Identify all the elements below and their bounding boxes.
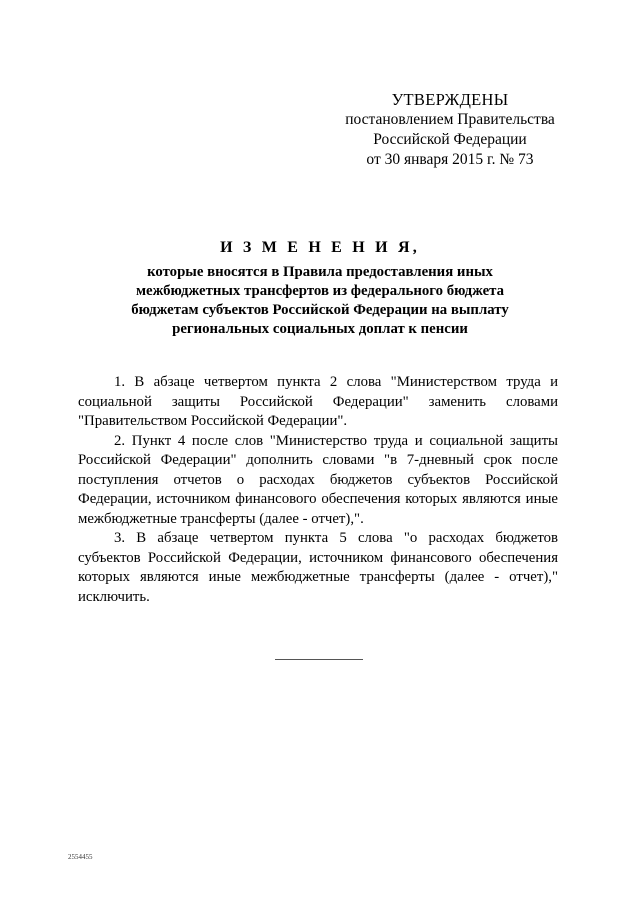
paragraph-line: социальной защиты Российской Федерации" заменить словами	[78, 393, 558, 410]
approval-line-2: Российской Федерации	[373, 131, 527, 148]
paragraph-line: 2. Пункт 4 после слов "Министерство труда и социальной защиты	[114, 432, 558, 449]
approval-line-1: постановлением Правительства	[345, 111, 555, 128]
paragraph-line: Российской Федерации" дополнить словами "в 7-дневный срок после	[78, 452, 558, 468]
subtitle-line: которые вносятся в Правила предоставления иных	[147, 264, 493, 280]
paragraph-line: поступления отчетов о расходах бюджетов субъектов Российской	[78, 471, 558, 488]
paragraph-line: 3. В абзаце четвертом пункта 5 слова "о расходах бюджетов	[114, 530, 558, 546]
subtitle-line: межбюджетных трансфертов из федерального бюджета	[135, 283, 505, 299]
document-subtitle	[80, 263, 560, 339]
paragraph-line: субъектов Российской Федерации, источником финансового обеспечения	[78, 549, 558, 566]
paragraph-line: 1. В абзаце четвертом пункта 2 слова "Министерством труда и	[114, 374, 558, 390]
approval-block	[330, 90, 570, 170]
document-code: 2554455	[68, 853, 93, 861]
paragraph-line: "Правительством Российской Федерации".	[78, 413, 348, 429]
paragraph-2	[78, 432, 558, 530]
subtitle-line: бюджетам субъектов Российской Федерации на выплату	[131, 302, 509, 318]
separator-line	[275, 659, 363, 660]
document-title: И З М Е Н Е Н И Я,	[220, 239, 420, 256]
approval-title: УТВЕРЖДЕНЫ	[391, 90, 509, 109]
document-body	[78, 373, 558, 607]
paragraph-1	[78, 373, 558, 432]
approval-line-3: от 30 января 2015 г. № 73	[366, 151, 534, 168]
paragraph-line: межбюджетные трансферты (далее - отчет),".	[78, 510, 364, 527]
paragraph-3	[78, 529, 558, 607]
paragraph-line: которых являются иные межбюджетные трансферты (далее - отчет),"	[78, 569, 558, 585]
paragraph-line: Федерации, источником финансового обеспечения которых являются иные	[78, 491, 558, 507]
paragraph-line: исключить.	[78, 588, 150, 605]
subtitle-line: региональных социальных доплат к пенсии	[172, 321, 468, 337]
